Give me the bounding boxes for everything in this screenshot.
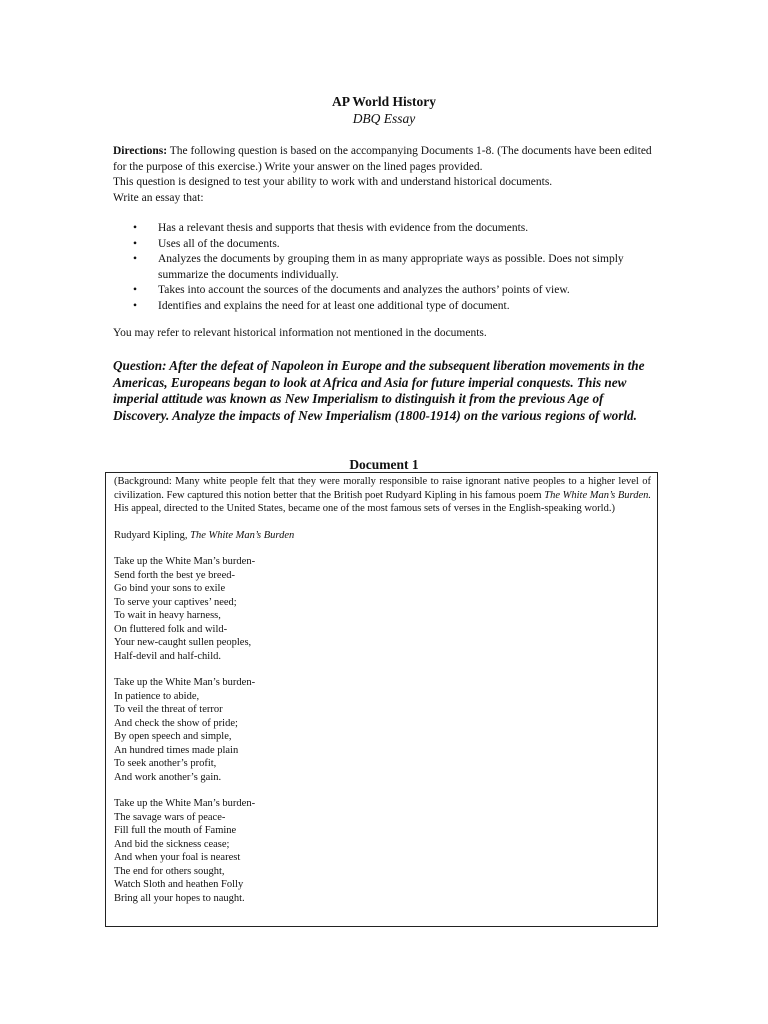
- poem-line: In patience to abide,: [114, 690, 200, 702]
- bullet-icon: •: [133, 253, 138, 265]
- poem-line: On fluttered folk and wild-: [114, 623, 228, 635]
- source-author: Rudyard Kipling,: [114, 529, 191, 541]
- list-item: [133, 221, 663, 237]
- poem-line: To veil the threat of terror: [114, 704, 223, 715]
- poem-line: And work another’s gain.: [114, 771, 222, 783]
- list-item-text: Has a relevant thesis and supports that thesis with evidence from the documents.: [158, 222, 529, 234]
- list-item: [133, 237, 663, 253]
- list-item-text: Analyzes the documents by grouping them in as many appropriate ways as possible. Does not simply summarize the documents individually.: [158, 253, 624, 281]
- list-item-text: Takes into account the sources of the documents and analyzes the authors’ points of view.: [158, 284, 570, 296]
- directions-label: Directions:: [113, 145, 168, 157]
- poem-line: The end for others sought,: [114, 865, 225, 877]
- poem-line: Go bind your sons to exile: [114, 583, 226, 594]
- poem-line: Half-devil and half-child.: [114, 650, 221, 662]
- background-text: (Background: Many white people felt that they were morally responsible to raise ignorant native peoples to a higher level of civilization. Few captured this notion better that the British poet Rudyard Kipling in his famous poem: [114, 476, 651, 501]
- list-item-text: Uses all of the documents.: [158, 237, 280, 250]
- document-title: Document 1: [349, 457, 419, 472]
- poem-line: Take up the White Man’s burden-: [114, 798, 256, 809]
- bullet-icon: •: [133, 299, 138, 312]
- source-title: The White Man’s Burden: [190, 529, 295, 541]
- bullet-icon: •: [133, 237, 138, 250]
- page-subtitle: DBQ Essay: [352, 111, 416, 126]
- background-text-continued: His appeal, directed to the United States, became one of the most famous sets of verses in the English-speaking world.): [114, 503, 615, 514]
- list-item: [133, 252, 663, 283]
- document-box: [105, 472, 658, 927]
- directions-purpose: This question is designed to test your ability to work with and understand historical documents.: [113, 176, 553, 188]
- poem-stanza: [114, 555, 651, 663]
- list-item-text: Identifies and explains the need for at least one additional type of document.: [158, 299, 510, 312]
- poem-stanza: [114, 797, 651, 905]
- poem-line: Your new-caught sullen peoples,: [114, 637, 252, 648]
- poem-line: The savage wars of peace-: [114, 811, 226, 823]
- poem-line: And check the show of pride;: [114, 717, 238, 729]
- poem-stanza: [114, 676, 651, 784]
- document-source: [114, 529, 651, 543]
- background-poem-title: The White Man’s Burden.: [544, 489, 651, 501]
- poem-line: And when your foal is nearest: [114, 852, 241, 863]
- poem-line: By open speech and simple,: [114, 731, 232, 742]
- directions-text: The following question is based on the accompanying Documents 1-8. (The documents have been edited for the purpose of this exercise.) Write your answer on the lined pages provided.: [113, 145, 652, 173]
- poem-line: And bid the sickness cease;: [114, 838, 230, 850]
- list-item: [133, 299, 663, 315]
- poem-line: An hundred times made plain: [114, 744, 239, 756]
- poem-line: Take up the White Man’s burden-: [114, 677, 256, 688]
- poem-line: Send forth the best ye breed-: [114, 569, 236, 581]
- essay-question: Question: After the defeat of Napoleon in Europe and the subsequent liberation movements in the Americas, Europeans began to look at Africa and Asia for future imperial conquests. This new imperial attitude was known as New Imperialism to distinguish it from the previous Age of Discovery. Analyze the impacts of New Imperialism (1800-1914) on the various regions of world.: [113, 358, 645, 423]
- poem-line: Take up the White Man’s burden-: [114, 556, 256, 567]
- document-background: [114, 475, 651, 516]
- poem-line: To serve your captives’ need;: [114, 596, 237, 608]
- list-item: [133, 283, 663, 299]
- poem-line: Watch Sloth and heathen Folly: [114, 879, 244, 890]
- directions-instruction: Write an essay that:: [113, 191, 204, 204]
- directions-paragraph: [113, 144, 658, 175]
- bullet-icon: •: [133, 284, 138, 296]
- page-title: AP World History: [331, 94, 436, 109]
- refer-note: You may refer to relevant historical information not mentioned in the documents.: [113, 327, 487, 339]
- directions-block: [113, 144, 658, 206]
- poem-line: Bring all your hopes to naught.: [114, 892, 245, 904]
- poem-line: To seek another’s profit,: [114, 758, 217, 769]
- poem-line: Fill full the mouth of Famine: [114, 825, 237, 836]
- requirements-list: [133, 221, 663, 314]
- bullet-icon: •: [133, 222, 138, 234]
- poem-line: To wait in heavy harness,: [114, 610, 221, 621]
